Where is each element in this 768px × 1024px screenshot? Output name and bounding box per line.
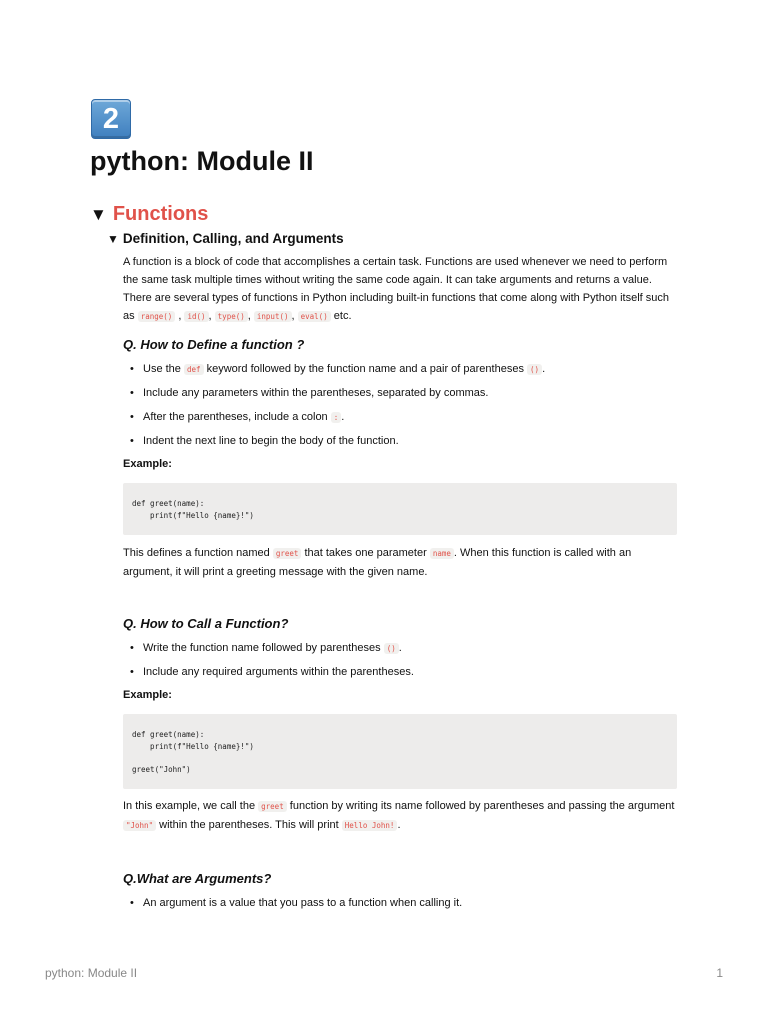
text: that takes one parameter	[304, 547, 427, 559]
page-number: 1	[716, 966, 723, 980]
code-block[interactable]: def greet(name): print(f"Hello {name}!")	[123, 483, 677, 535]
text: This defines a function named	[123, 547, 270, 559]
define-bullet-list	[123, 361, 545, 457]
question-call: Q. How to Call a Function?	[123, 616, 289, 631]
keycap-digit: 2	[102, 103, 120, 135]
inline-code: type()	[215, 311, 248, 322]
inline-code: name	[430, 548, 454, 559]
separator: ,	[208, 310, 212, 322]
inline-code: greet	[258, 801, 287, 812]
text: within the parentheses. This will print	[159, 819, 339, 831]
call-bullet-list	[123, 640, 414, 688]
inline-code: range()	[138, 311, 176, 322]
text: Write the function name followed by parentheses	[143, 642, 381, 654]
list-item: • An argument is a value that you pass to a function when calling it.	[123, 895, 462, 919]
code-block[interactable]: def greet(name): print(f"Hello {name}!") greet("John")	[123, 714, 677, 789]
list-item	[123, 640, 414, 664]
inline-code: input()	[254, 311, 292, 322]
inline-code: "John"	[123, 820, 156, 831]
text: .	[341, 411, 345, 423]
section-title: Functions	[112, 203, 209, 225]
separator: ,	[178, 310, 182, 322]
text: In this example, we call the	[123, 800, 256, 812]
question-define: Q. How to Define a function ?	[123, 337, 305, 352]
text: Use the	[143, 363, 181, 375]
list-item: • Indent the next line to begin the body of the function.	[123, 433, 545, 457]
call-explanation	[123, 797, 678, 835]
question-arguments: Q.What are Arguments?	[123, 871, 272, 886]
intro-tail: etc.	[333, 310, 352, 322]
list-item	[123, 361, 545, 385]
text: function by writing its name followed by parentheses and passing the argument	[289, 800, 675, 812]
list-item: • Include any parameters within the parentheses, separated by commas.	[123, 385, 545, 409]
example-label: Example:	[123, 458, 172, 470]
inline-code: greet	[273, 548, 302, 559]
text: After the parentheses, include a colon	[143, 411, 328, 423]
define-explanation	[123, 544, 678, 581]
text: . When this function is called with an argument, it will print a greeting message with the given name.	[123, 547, 632, 578]
intro-paragraph	[123, 253, 678, 326]
list-item: • Include any required arguments within the parentheses.	[123, 664, 414, 688]
page-title: python: Module II	[90, 146, 314, 176]
inline-code: Hello John!	[342, 820, 398, 831]
keycap-two-icon	[91, 99, 131, 139]
triangle-down-icon[interactable]: ▼	[107, 231, 119, 246]
inline-code: ()	[527, 364, 542, 375]
inline-code: id()	[184, 311, 208, 322]
text: .	[398, 642, 402, 654]
intro-text: A function is a block of code that accomplishes a certain task. Functions are used whenever we need to perform the same task multiple times without writing the same code again. It can take arguments and returns a value. There are several types of functions in Python including built-in functions that come along with Python itself such as	[123, 256, 670, 322]
text: .	[397, 819, 401, 831]
inline-code: :	[331, 412, 342, 423]
inline-code: eval()	[298, 311, 331, 322]
functions-toggle-heading[interactable]	[90, 203, 208, 226]
separator: ,	[291, 310, 295, 322]
text: keyword followed by the function name and a pair of parentheses	[206, 363, 524, 375]
inline-code: ()	[384, 643, 399, 654]
example-label: Example:	[123, 689, 172, 701]
inline-code: def	[184, 364, 204, 375]
triangle-down-icon[interactable]: ▼	[90, 204, 107, 224]
definition-toggle-heading[interactable]	[107, 231, 344, 246]
separator: ,	[247, 310, 251, 322]
subsection-title: Definition, Calling, and Arguments	[122, 231, 344, 246]
footer-title: python: Module II	[45, 966, 138, 980]
list-item	[123, 409, 545, 433]
text: .	[542, 363, 546, 375]
arguments-bullet-list	[123, 895, 462, 919]
